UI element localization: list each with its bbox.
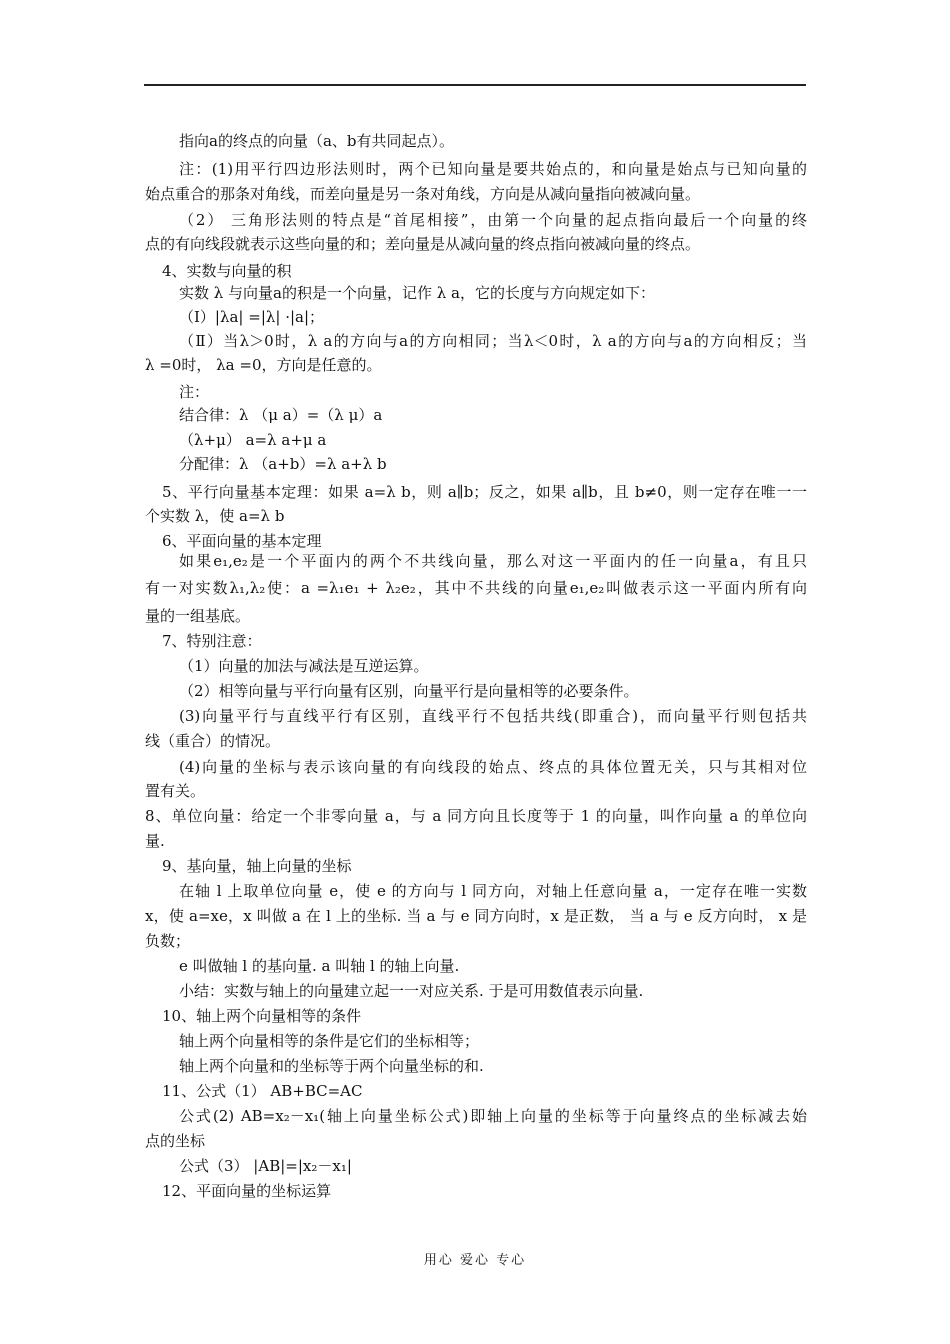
text-line: (3)向量平行与直线平行有区别，直线平行不包括共线(即重合)，而向量平行则包括共	[179, 707, 807, 725]
text-line: 注：	[179, 383, 210, 401]
text-line: 置有关。	[145, 782, 206, 800]
text-line: 在轴 l 上取单位向量 e，使 e 的方向与 l 同方向，对轴上任意向量 a，一定存在唯一实数	[179, 882, 807, 900]
page-footer: 用心 爱心 专心	[423, 1253, 527, 1268]
text-line: （Ⅰ）|λa| =|λ| ·|a|；	[179, 308, 325, 326]
text-line: 结合律：λ （μ a）=（λ μ）a	[179, 406, 383, 424]
text-line: 量的一组基底。	[145, 607, 251, 625]
text-line: 注：(1)用平行四边形法则时，两个已知向量是要共始点的，和向量是始点与已知向量的	[179, 160, 807, 178]
text-line: 9、基向量，轴上向量的坐标	[162, 857, 352, 875]
text-line: （λ+μ） a=λ a+μ a	[179, 431, 327, 449]
text-line: 轴上两个向量和的坐标等于两个向量坐标的和.	[179, 1057, 484, 1075]
text-line: 小结：实数与轴上的向量建立起一一对应关系. 于是可用数值表示向量.	[179, 982, 644, 1000]
text-line: 10、轴上两个向量相等的条件	[162, 1007, 362, 1025]
text-line: 线（重合）的情况。	[145, 732, 281, 750]
text-line: 点的坐标	[145, 1132, 206, 1150]
text-line: （Ⅱ）当λ＞0时，λ a的方向与a的方向相同；当λ＜0时，λ a的方向与a的方向相反；当	[179, 332, 807, 350]
text-line: e 叫做轴 l 的基向量. a 叫轴 l 的轴上向量.	[179, 957, 460, 975]
text-line: （2）相等向量与平行向量有区别，向量平行是向量相等的必要条件。	[179, 682, 639, 700]
text-line: 12、平面向量的坐标运算	[162, 1182, 332, 1200]
text-line: 个实数 λ，使 a=λ b	[145, 507, 285, 525]
text-line: 6、平面向量的基本定理	[162, 532, 322, 550]
text-line: 量.	[145, 832, 165, 850]
text-line: (4)向量的坐标与表示该向量的有向线段的始点、终点的具体位置无关，只与其相对位	[179, 758, 807, 776]
text-line: 7、特别注意：	[162, 632, 262, 650]
text-line: 公式（3） |AB|=|x₂－x₁|	[179, 1157, 352, 1175]
text-line: 11、公式（1） AB+BC=AC	[162, 1082, 363, 1100]
text-line: 点的有向线段就表示这些向量的和；差向量是从减向量的终点指向被减向量的终点。	[145, 235, 701, 253]
text-line: 如果e₁,e₂是一个平面内的两个不共线向量，那么对这一平面内的任一向量a，有且只	[179, 552, 807, 570]
text-line: x，使 a=xe，x 叫做 a 在 l 上的坐标. 当 a 与 e 同方向时，x 是正数， 当 a 与 e 反方向时， x 是	[145, 907, 807, 925]
text-line: 轴上两个向量相等的条件是它们的坐标相等；	[179, 1032, 480, 1050]
text-line: 5、平行向量基本定理：如果 a=λ b，则 a∥b；反之，如果 a∥b，且 b≠0，则一定存在唯一一	[162, 483, 807, 501]
text-line: （2） 三角形法则的特点是“首尾相接”，由第一个向量的起点指向最后一个向量的终	[179, 211, 807, 229]
text-line: 始点重合的那条对角线，而差向量是另一条对角线，方向是从减向量指向被减向量。	[145, 185, 701, 203]
text-line: 指向a的终点的向量（a、b有共同起点）。	[179, 132, 454, 150]
text-line: 实数 λ 与向量a的积是一个向量，记作 λ a，它的长度与方向规定如下：	[179, 284, 655, 302]
text-line: λ =0时， λa =0，方向是任意的。	[145, 356, 382, 374]
text-line: 8、单位向量：给定一个非零向量 a，与 a 同方向且长度等于 1 的向量，叫作向量 a 的单位向	[145, 807, 807, 825]
text-line: 有一对实数λ₁,λ₂使：a =λ₁e₁ + λ₂e₂，其中不共线的向量e₁,e₂叫做表示这一平面内所有向	[145, 579, 807, 597]
text-line: 负数；	[145, 932, 191, 950]
text-line: （1）向量的加法与减法是互逆运算。	[179, 657, 429, 675]
text-line: 公式(2) AB=x₂－x₁(轴上向量坐标公式)即轴上向量的坐标等于向量终点的坐标减去始	[179, 1107, 807, 1125]
text-line: 分配律：λ （a+b）=λ a+λ b	[179, 455, 387, 473]
header-rule	[144, 84, 806, 86]
text-line: 4、实数与向量的积	[162, 262, 292, 280]
